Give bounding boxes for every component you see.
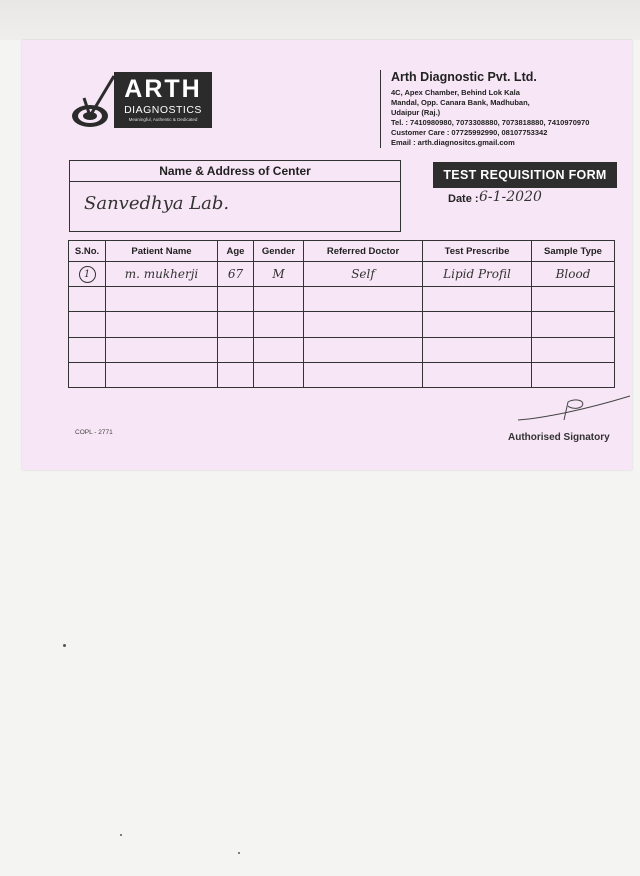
address-line-3: Udaipur (Raj.) bbox=[391, 108, 441, 117]
date-label: Date : bbox=[448, 193, 479, 205]
logo-sub: DIAGNOSTICS bbox=[124, 104, 202, 116]
cell-gender bbox=[254, 337, 304, 362]
table-row bbox=[69, 362, 615, 387]
cell-sample-type bbox=[532, 362, 615, 387]
cell-sample-type bbox=[532, 337, 615, 362]
test-table bbox=[68, 240, 615, 388]
cell-test-prescribe bbox=[423, 362, 532, 387]
table-row bbox=[69, 312, 615, 337]
company-info bbox=[380, 70, 640, 148]
requisition-form bbox=[22, 40, 632, 470]
cell-referred-doctor bbox=[304, 312, 423, 337]
cell-test-prescribe bbox=[423, 337, 532, 362]
date-value: 6-1-2020 bbox=[479, 189, 542, 205]
scan-speck bbox=[238, 852, 240, 854]
scan-speck bbox=[63, 644, 66, 647]
company-logo bbox=[70, 72, 220, 132]
cell-patient-name bbox=[106, 287, 218, 312]
cell-sample-type bbox=[532, 287, 615, 312]
customer-care: Customer Care : 07725992990, 08107753342 bbox=[391, 128, 548, 137]
cell-sample-type bbox=[532, 312, 615, 337]
email: Email : arth.diagnositcs.gmail.com bbox=[391, 138, 515, 147]
cell-referred-doctor bbox=[304, 287, 423, 312]
header-sno: S.No. bbox=[69, 241, 106, 262]
logo-word: ARTH bbox=[124, 75, 202, 103]
header-test-prescribe: Test Prescribe bbox=[423, 241, 532, 262]
header-referred-doctor: Referred Doctor bbox=[304, 241, 423, 262]
table-row bbox=[69, 262, 615, 287]
scan-speck bbox=[120, 834, 122, 836]
cell-test-prescribe bbox=[423, 312, 532, 337]
cell-age bbox=[218, 312, 254, 337]
cell-test-prescribe bbox=[423, 287, 532, 312]
cell-patient-name: m. mukherji bbox=[106, 262, 218, 287]
cell-sample-type: Blood bbox=[532, 262, 615, 287]
table-header-row bbox=[69, 241, 615, 262]
cell-patient-name bbox=[106, 362, 218, 387]
cell-referred-doctor bbox=[304, 337, 423, 362]
header-gender: Gender bbox=[254, 241, 304, 262]
cell-patient-name bbox=[106, 312, 218, 337]
table-row bbox=[69, 337, 615, 362]
cell-age: 67 bbox=[218, 262, 254, 287]
cell-gender bbox=[254, 362, 304, 387]
address-line-1: 4C, Apex Chamber, Behind Lok Kala bbox=[391, 88, 520, 97]
scanner-edge bbox=[0, 0, 640, 40]
cell-referred-doctor: Self bbox=[304, 262, 423, 287]
target-check-icon bbox=[70, 72, 118, 132]
form-code: COPL - 2771 bbox=[75, 429, 113, 436]
address-line-2: Mandal, Opp. Canara Bank, Madhuban, bbox=[391, 98, 530, 107]
company-name: Arth Diagnostic Pvt. Ltd. bbox=[391, 70, 537, 84]
center-title: Name & Address of Center bbox=[70, 161, 400, 182]
form-title: TEST REQUISITION FORM bbox=[433, 162, 617, 188]
cell-sno bbox=[69, 337, 106, 362]
cell-sno bbox=[69, 312, 106, 337]
logo-tagline: Meaningful, Authentic & Dedicated bbox=[128, 117, 198, 122]
authorised-signatory: Authorised Signatory bbox=[508, 432, 610, 443]
cell-age bbox=[218, 287, 254, 312]
cell-patient-name bbox=[106, 337, 218, 362]
cell-sno-value: 1 bbox=[79, 266, 96, 283]
center-box bbox=[69, 160, 401, 232]
cell-referred-doctor bbox=[304, 362, 423, 387]
cell-gender: M bbox=[254, 262, 304, 287]
cell-test-prescribe: Lipid Profil bbox=[423, 262, 532, 287]
cell-gender bbox=[254, 312, 304, 337]
cell-age bbox=[218, 337, 254, 362]
cell-age bbox=[218, 362, 254, 387]
header-sample-type: Sample Type bbox=[532, 241, 615, 262]
table-row bbox=[69, 287, 615, 312]
center-name-value: Sanvedhya Lab. bbox=[84, 193, 230, 214]
header-age: Age bbox=[218, 241, 254, 262]
telephone: Tel. : 7410980980, 7073308880, 7073818880, 7410970970 bbox=[391, 118, 590, 127]
cell-sno bbox=[69, 262, 106, 287]
logo-wordmark bbox=[114, 72, 212, 128]
header-patient-name: Patient Name bbox=[106, 241, 218, 262]
cell-gender bbox=[254, 287, 304, 312]
cell-sno bbox=[69, 362, 106, 387]
signature-mark bbox=[514, 390, 634, 426]
cell-sno bbox=[69, 287, 106, 312]
